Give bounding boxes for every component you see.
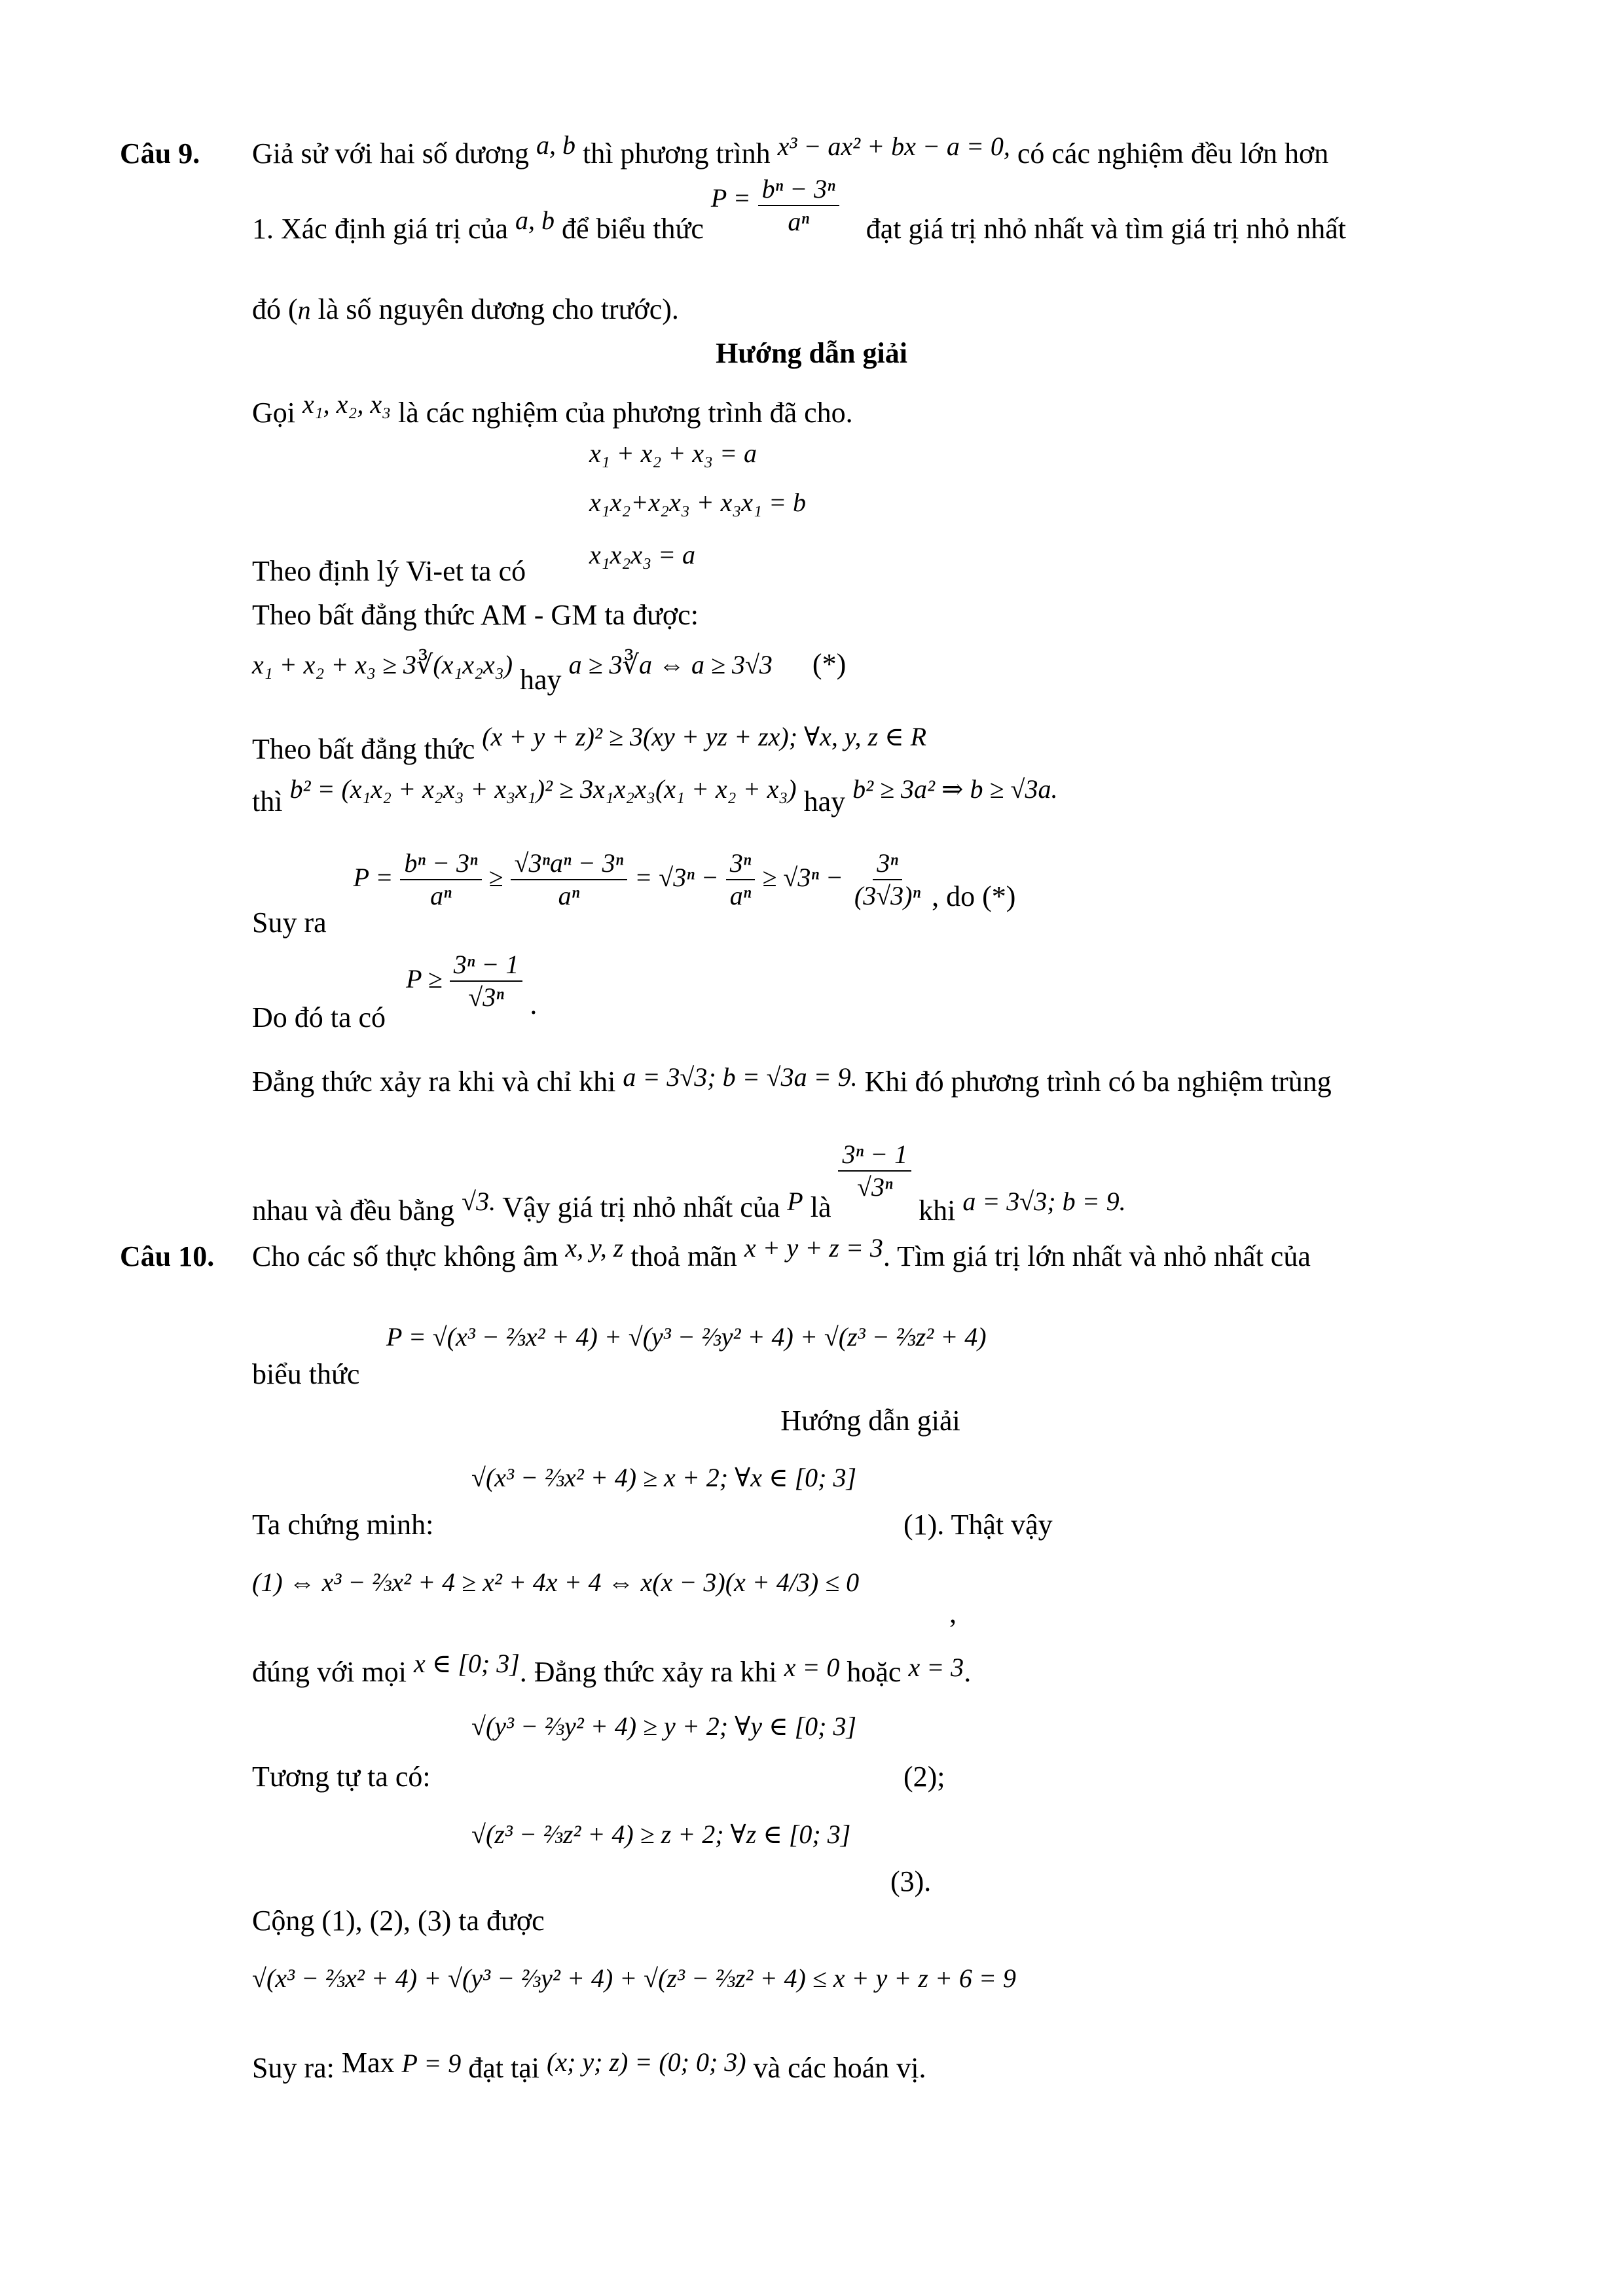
math-roots: x₁, x₂, x₃ — [302, 389, 391, 419]
text: đạt tại — [468, 2052, 539, 2084]
math-amgm2: a ≥ 3∛a ⇔ a ≥ 3√3 — [568, 650, 773, 679]
text: Theo bất đẳng thức — [252, 733, 475, 765]
math-p-expr: P = √(x³ − ⅔x² + 4) + √(y³ − ⅔y² + 4) + √(z³ − ⅔z² + 4) — [386, 1322, 987, 1352]
text: và các hoán vị. — [753, 2052, 926, 2084]
math-thi: b² = (x₁x₂ + x₂x₃ + x₃x₁)² ≥ 3x₁x₂x₃(x₁ + x₂ + x₃) — [289, 774, 797, 804]
text: đạt giá trị nhỏ nhất và tìm giá trị nhỏ nhất — [866, 213, 1346, 245]
math-n: n — [297, 295, 311, 325]
cau9-label: Câu 9. — [120, 137, 200, 170]
bdt-line — [252, 722, 927, 766]
text: Max — [341, 2047, 395, 2079]
frac-num: √3ⁿaⁿ − 3ⁿ — [511, 848, 628, 880]
frac-den: (3√3)ⁿ — [854, 881, 921, 910]
text: Giả sử với hai số dương — [252, 137, 529, 170]
dodo-line — [252, 949, 538, 1034]
math-dangthuc: a = 3√3; b = √3a = 9. — [623, 1062, 858, 1092]
frac-num: 3ⁿ — [726, 848, 756, 880]
frac1 — [400, 848, 481, 912]
text: đúng với mọi — [252, 1656, 407, 1688]
math-sp: P = — [353, 863, 393, 893]
vieta-eq2: x₁x₂+x₂x₃ + x₃x₁ = b — [589, 488, 806, 517]
max-line — [252, 2047, 926, 2085]
vieta-eq3: x₁x₂x₃ = a — [589, 540, 695, 569]
text: Cho các số thực không âm — [252, 1240, 558, 1272]
text: là số nguyên dương cho trước). — [318, 293, 679, 325]
math-point: (x; y; z) = (0; 0; 3) — [546, 2047, 746, 2077]
cau10-label: Câu 10. — [120, 1240, 215, 1272]
n3: (3). — [890, 1865, 932, 1897]
math-eq1: x³ − ax² + bx − a = 0, — [777, 132, 1010, 161]
math-p: P — [787, 1187, 803, 1217]
text: để biểu thức — [561, 213, 704, 245]
frac-min — [838, 1139, 911, 1203]
thatvay: (1). Thật vậy — [903, 1509, 1053, 1541]
text: thì — [252, 785, 283, 817]
frac2 — [511, 848, 628, 912]
frac-den: √3ⁿ — [468, 982, 504, 1012]
math-thi2: b² ≥ 3a² ⇒ b ≥ √3a. — [852, 774, 1058, 804]
math-x0: x = 0 — [784, 1653, 840, 1682]
math-sqrt3: √3. — [462, 1187, 496, 1217]
frac-num: bⁿ − 3ⁿ — [400, 848, 481, 880]
text: hay — [520, 664, 562, 696]
text: Đẳng thức xảy ra khi và chỉ khi — [252, 1066, 616, 1098]
math-expand: (1) ⇔ x³ − ⅔x² + 4 ≥ x² + 4x + 4 ⇔ x(x − 3)(x + 4/3) ≤ 0 — [252, 1568, 860, 1597]
frac3 — [726, 848, 756, 912]
cau10-line1 — [252, 1233, 1311, 1274]
text: Gọi — [252, 397, 295, 429]
math-khi: a = 3√3; b = 9. — [962, 1187, 1126, 1217]
text: . Đẳng thức xảy ra khi — [519, 1656, 777, 1688]
frac-den: aⁿ — [788, 207, 809, 236]
frac-num: bⁿ − 3ⁿ — [758, 173, 839, 206]
suyra-line — [252, 848, 1016, 939]
text: Khi đó phương trình có ba nghiệm trùng — [864, 1066, 1332, 1098]
math-max: P = 9 — [401, 2049, 462, 2078]
text: là — [810, 1191, 831, 1224]
amgm-text: Theo bất đẳng thức AM - GM ta được: — [252, 599, 699, 631]
frac-num: 3ⁿ — [873, 848, 902, 880]
comma: , — [949, 1597, 957, 1629]
math-ge2: ≥ √3ⁿ − — [762, 863, 843, 893]
text: Vậy giá trị nhỏ nhất của — [502, 1191, 780, 1224]
math-vars: x, y, z — [565, 1233, 624, 1263]
cau9-line3 — [252, 293, 679, 327]
frac-dodo — [450, 949, 523, 1013]
bieuthuc: biểu thức — [252, 1358, 360, 1390]
vieta-eq1: x₁ + x₂ + x₃ = a — [589, 439, 757, 468]
math-p-lhs: P = — [710, 183, 751, 213]
cong: Cộng (1), (2), (3) ta được — [252, 1905, 545, 1937]
frac-den: aⁿ — [430, 881, 452, 910]
text: , do (*) — [932, 880, 1016, 913]
math-eq: = √3ⁿ − — [634, 863, 719, 893]
text: hoặc — [847, 1656, 902, 1688]
text: Do đó ta có — [252, 1001, 386, 1034]
frac-den: √3ⁿ — [857, 1172, 893, 1202]
thi-line — [252, 774, 1058, 819]
dangthuc-line — [252, 1062, 1332, 1099]
math-cond: x + y + z = 3 — [744, 1233, 883, 1263]
tuongtu: Tương tự ta có: — [252, 1761, 431, 1793]
frac4 — [850, 848, 924, 912]
frac-num: 3ⁿ − 1 — [838, 1139, 911, 1172]
text: nhau và đều bằng — [252, 1194, 455, 1227]
dung-line — [252, 1649, 972, 1689]
math-ab: a, b — [536, 130, 575, 160]
math-p-frac — [758, 173, 839, 238]
cau9-line1 — [252, 130, 1329, 171]
frac-den: aⁿ — [729, 881, 752, 910]
amgm-line — [252, 648, 847, 696]
math-ab2: a, b — [515, 206, 555, 236]
text: Suy ra: — [252, 2052, 335, 2084]
text: thì phương trình — [582, 137, 771, 170]
n2: (2); — [903, 1761, 945, 1793]
frac-num: 3ⁿ − 1 — [450, 949, 523, 982]
text: có các nghiệm đều lớn hơn — [1017, 137, 1329, 170]
math-ineq2: √(y³ − ⅔y² + 4) ≥ y + 2; ∀y ∈ [0; 3] — [471, 1712, 857, 1741]
text: . — [964, 1656, 972, 1688]
cau10-guide-heading: Hướng dẫn giải — [780, 1405, 960, 1437]
text: . Tìm giá trị lớn nhất và nhỏ nhất của — [883, 1240, 1311, 1272]
text: là các nghiệm của phương trình đã cho. — [397, 397, 853, 429]
text: đó ( — [252, 293, 298, 325]
text: khi — [919, 1194, 956, 1227]
text: thoả mãn — [630, 1240, 737, 1272]
tachung: Ta chứng minh: — [252, 1509, 434, 1541]
math-ineq3: √(z³ − ⅔z² + 4) ≥ z + 2; ∀z ∈ [0; 3] — [471, 1820, 851, 1849]
math-bdt: (x + y + z)² ≥ 3(xy + yz + zx); ∀x, y, z ∈ R — [482, 722, 927, 751]
math-sum: √(x³ − ⅔x² + 4) + √(y³ − ⅔y² + 4) + √(z³ − ⅔z² + 4) ≤ x + y + z + 6 = 9 — [252, 1964, 1016, 1993]
text: 1. Xác định giá trị của — [252, 213, 508, 245]
nhau-line — [252, 1126, 1126, 1227]
math-ineq1: √(x³ − ⅔x² + 4) ≥ x + 2; ∀x ∈ [0; 3] — [471, 1463, 857, 1492]
frac-den: aⁿ — [558, 881, 580, 910]
math-x3: x = 3 — [908, 1653, 964, 1682]
cau9-guide-heading: Hướng dẫn giải — [716, 337, 907, 369]
math-amgm1: x₁ + x₂ + x₃ ≥ 3∛(x₁x₂x₃) — [252, 650, 513, 679]
cau9-goi — [252, 389, 853, 430]
text: Suy ra — [252, 906, 327, 939]
text: . — [530, 988, 538, 1021]
text: hay — [803, 785, 846, 817]
math-ge: ≥ — [488, 863, 503, 893]
vieta-text: Theo định lý Vi-et ta có — [252, 555, 526, 587]
math-dodo-p: P ≥ — [406, 964, 443, 994]
text: (*) — [812, 648, 847, 680]
cau9-line2 — [252, 174, 1346, 264]
math-range: x ∈ [0; 3] — [413, 1649, 520, 1678]
